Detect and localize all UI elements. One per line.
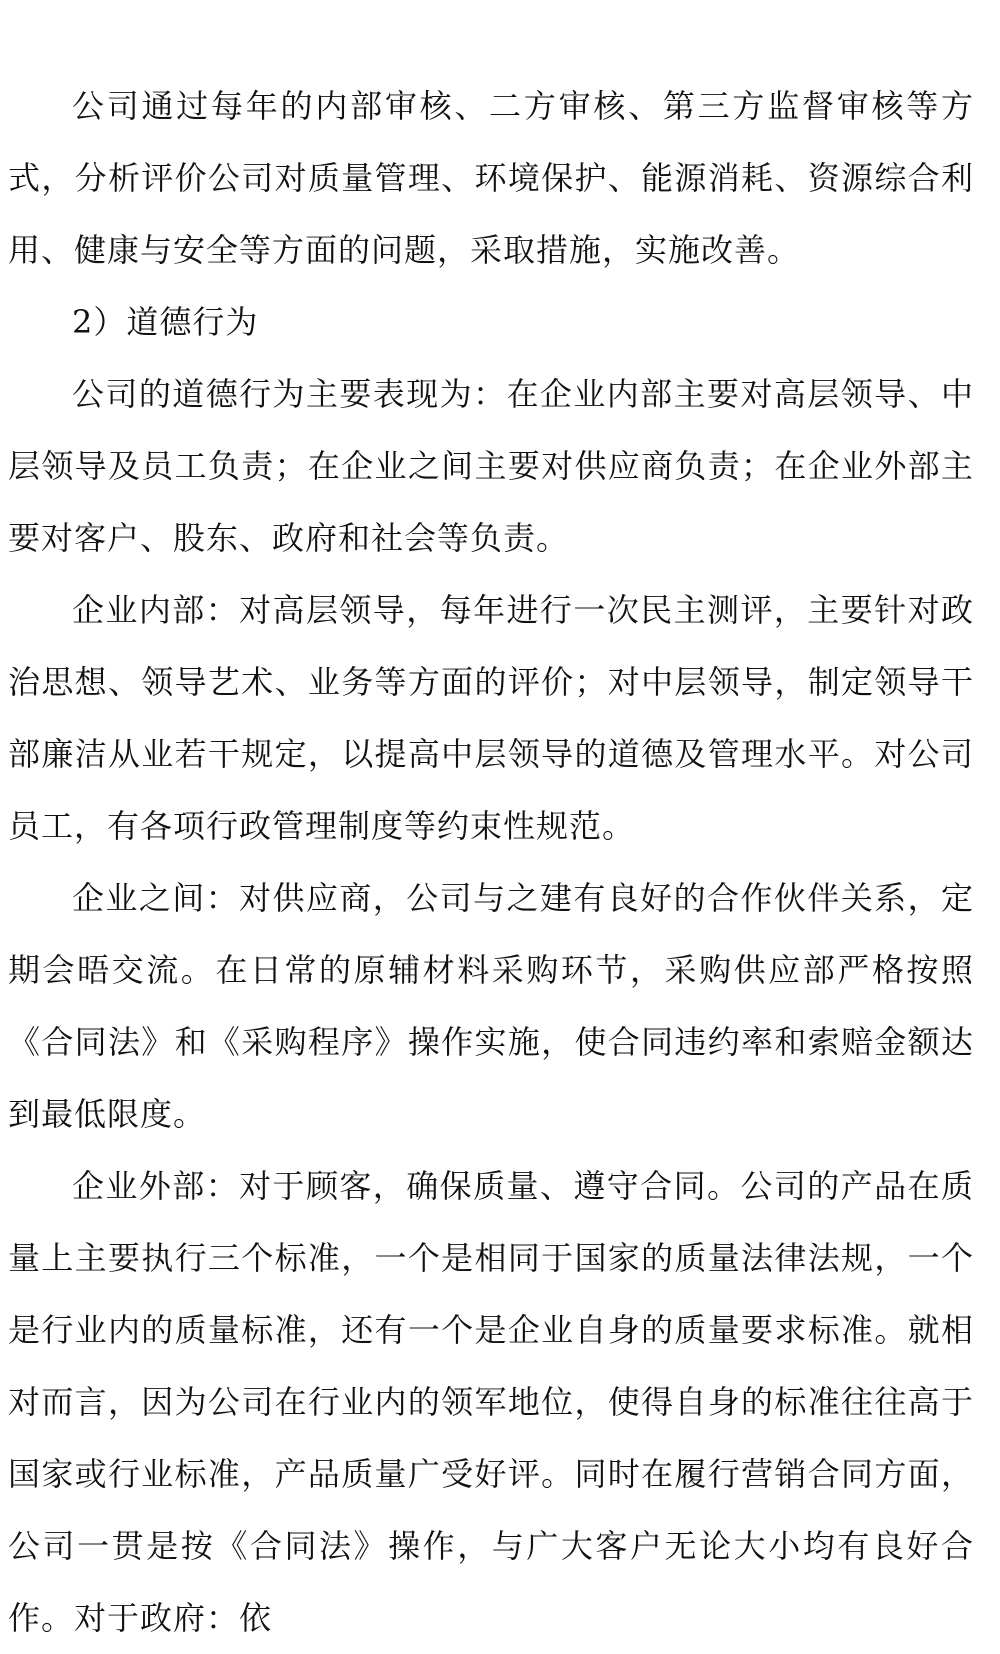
paragraph-audit-review: 公司通过每年的内部审核、二方审核、第三方监督审核等方式，分析评价公司对质量管理、环境保护、能源消耗、资源综合利用、健康与安全等方面的问题，采取措施，实施改善。	[8, 87, 974, 269]
document-page	[8, 70, 974, 1654]
paragraph-ethics-overview: 公司的道德行为主要表现为：在企业内部主要对高层领导、中层领导及员工负责；在企业之间主要对供应商负责；在企业外部主要对客户、股东、政府和社会等负责。	[8, 375, 974, 557]
paragraph-external: 企业外部：对于顾客，确保质量、遵守合同。公司的产品在质量上主要执行三个标准，一个是相同于国家的质量法律法规，一个是行业内的质量标准，还有一个是企业自身的质量要求标准。就相对而言，因为公司在行业内的领军地位，使得自身的标准往往高于国家或行业标准，产品质量广受好评。同时在履行营销合同方面，公司一贯是按《合同法》操作，与广大客户无论大小均有良好合作。对于政府：依	[8, 1167, 974, 1637]
paragraph-between-enterprises: 企业之间：对供应商，公司与之建有良好的合作伙伴关系，定期会晤交流。在日常的原辅材料采购环节，采购供应部严格按照《合同法》和《采购程序》操作实施，使合同违约率和索赔金额达到最低限度。	[8, 879, 974, 1133]
section-heading-ethics: 2）道德行为	[72, 303, 259, 341]
paragraph-internal: 企业内部：对高层领导，每年进行一次民主测评，主要针对政治思想、领导艺术、业务等方面的评价；对中层领导，制定领导干部廉洁从业若干规定，以提高中层领导的道德及管理水平。对公司员工，有各项行政管理制度等约束性规范。	[8, 591, 974, 845]
